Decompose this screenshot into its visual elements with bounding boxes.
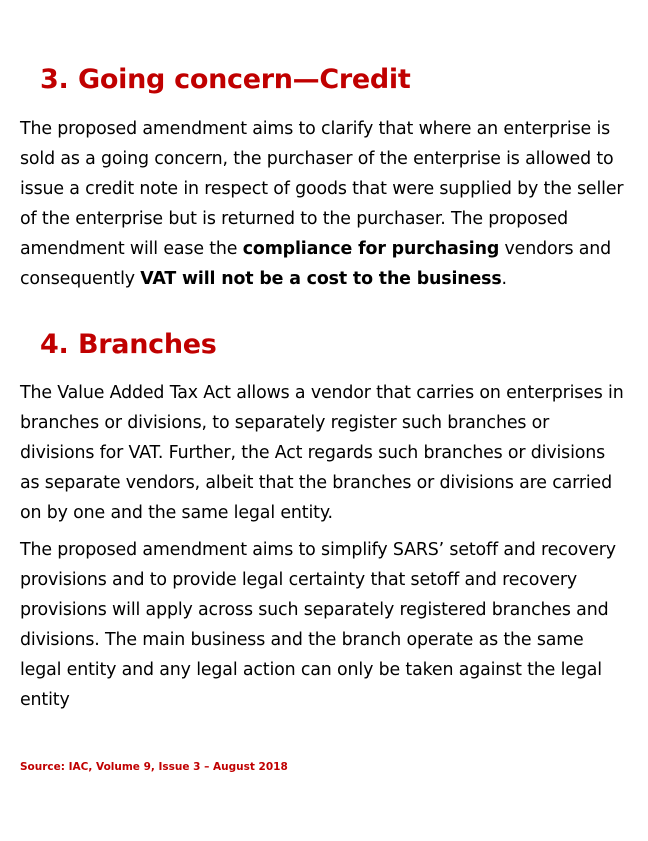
section-3-bold-2: VAT will not be a cost to the business xyxy=(140,269,502,289)
section-4-heading xyxy=(40,329,217,360)
section-4-paragraph-1: The Value Added Tax Act allows a vendor that carries on enterprises in branches or divisions, to separately register such branches or divisions for VAT. Further, the Act regards such branches or divisions as separate vendors, albeit that the branches or divisions are carried on by one and the same legal entity. xyxy=(20,383,624,523)
section-3-text-3: . xyxy=(501,269,507,289)
section-3-number: 3. xyxy=(40,64,69,95)
section-3-text-1: The proposed amendment aims to clarify that where an enterprise is sold as a going concern, the purchaser of the enterprise is allowed to issue a credit note in respect of goods that were supplied by the seller of the enterprise but is returned to the purchaser. The proposed amendment will ease the xyxy=(20,119,624,259)
section-3-bold-1: compliance for purchasing xyxy=(242,239,500,259)
section-3-title: Going concern—Credit xyxy=(78,64,411,95)
section-3-paragraph xyxy=(20,114,628,294)
source-citation: Source: IAC, Volume 9, Issue 3 – August 2018 xyxy=(20,761,288,773)
section-3-heading xyxy=(40,64,410,95)
section-4-title: Branches xyxy=(78,329,217,360)
section-4-paragraph-2: The proposed amendment aims to simplify SARS’ setoff and recovery provisions and to provide legal certainty that setoff and recovery provisions will apply across such separately registered branches and divisions. The main business and the branch operate as the same legal entity and any legal action can only be taken against the legal entity xyxy=(20,540,616,710)
section-4-number: 4. xyxy=(40,329,69,360)
section-3-text-2: vendors and consequently xyxy=(20,239,612,289)
